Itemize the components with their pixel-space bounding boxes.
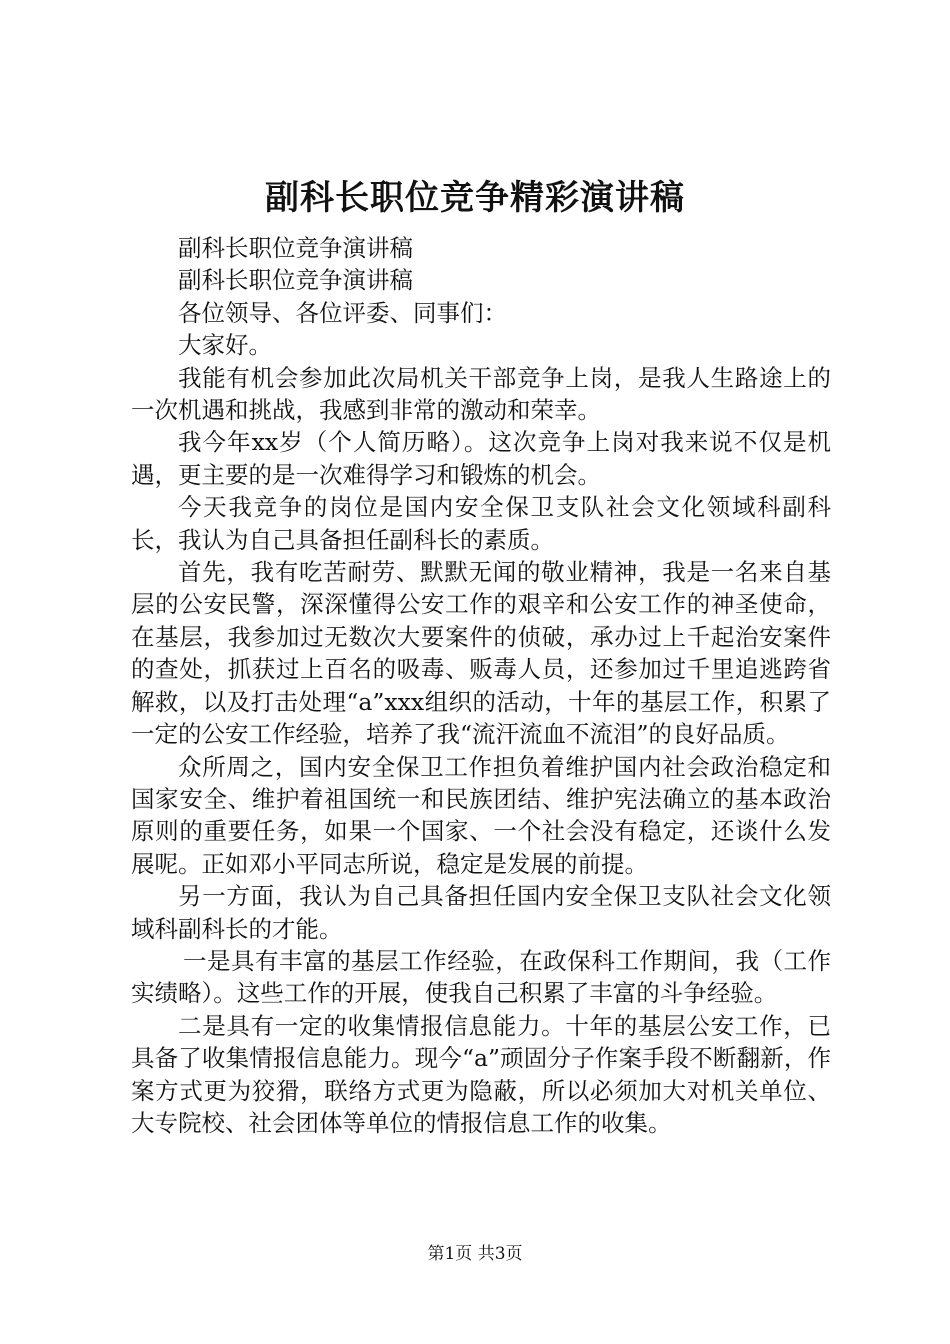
paragraph-opportunity: 我能有机会参加此次局机关干部竞争上岗，是我人生路途上的一次机遇和挑战，我感到非常的激动和荣幸。 [131,363,831,425]
paragraph-subtitle-1: 副科长职位竞争演讲稿 [178,234,413,262]
paragraph-ability: 另一方面，我认为自己具备担任国内安全保卫支队社会文化领域科副科长的才能。 [131,882,831,943]
paragraph-position: 今天我竞争的岗位是国内安全保卫支队社会文化领域科副科长，我认为自己具备担任副科长的素质。 [131,493,831,554]
paragraph-age: 我今年xx岁（个人简历略）。这次竞争上岗对我来说不仅是机遇，更主要的是一次难得学习和锻炼的机会。 [131,428,831,489]
document-body [131,232,831,1139]
paragraph-greeting: 大家好。 [178,331,272,360]
paragraph-experience: 一是具有丰富的基层工作经验，在政保科工作期间，我（工作实绩略）。这些工作的开展，使我自己积累了丰富的斗争经验。 [131,946,831,1008]
paragraph-first-quality: 首先，我有吃苦耐劳、默默无闻的敬业精神，我是一名来自基层的公安民警，深深懂得公安工作的艰辛和公安工作的神圣使命，在基层，我参加过无数次大要案件的侦破，承办过上千起治安案件的查处，抓获过上百名的吸毒、贩毒人员，还参加过千里追逃跨省解救，以及打击处理“a”xxx组织的活动，十年的基层工作，积累了一定的公安工作经验，培养了我“流汗流血不流泪”的良好品质。 [131,558,831,749]
paragraph-salutation: 各位领导、各位评委、同事们： [178,298,507,327]
page-number-footer: 第1页 共3页 [427,1244,523,1264]
paragraph-subtitle-2: 副科长职位竞争演讲稿 [178,266,413,295]
document-title: 副科长职位竞争精彩演讲稿 [265,178,685,218]
paragraph-security-work: 众所周之，国内安全保卫工作担负着维护国内社会政治稳定和国家安全、维护着祖国统一和民族团结、维护宪法确立的基本政治原则的重要任务，如果一个国家、一个社会没有稳定，还谈什么发展呢。正如邓小平同志所说，稳定是发展的前提。 [131,752,831,878]
paragraph-intelligence: 二是具有一定的收集情报信息能力。十年的基层公安工作，已具备了收集情报信息能力。现今“a”顽固分子作案手段不断翻新，作案方式更为狡猾，联络方式更为隐蔽，所以必须加大对机关单位、大专院校、社会团体等单位的情报信息工作的收集。 [131,1011,831,1137]
